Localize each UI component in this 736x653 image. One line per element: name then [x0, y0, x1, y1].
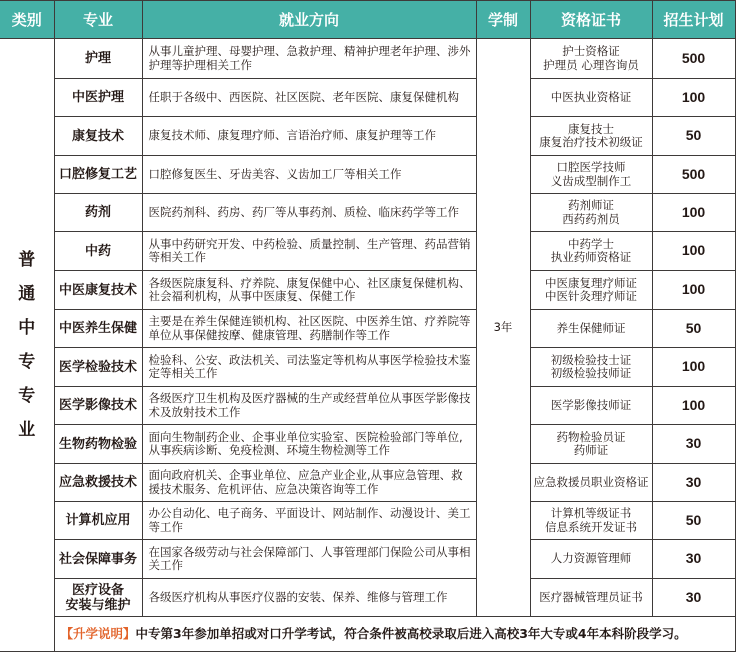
- quota-cell: 100: [652, 348, 735, 387]
- major-cell: 医学影像技术: [54, 387, 142, 425]
- certificate-line: 医疗器械管理员证书: [539, 589, 643, 604]
- certificate-line: 西药药剂员: [562, 211, 620, 226]
- header-row: [0, 1, 735, 39]
- header-certificate: 资格证书: [530, 1, 652, 39]
- header-major: 专业: [54, 1, 142, 39]
- major-cell: 应急救援技术: [54, 464, 142, 502]
- table-row: [0, 271, 735, 310]
- major-cell: 中药: [54, 232, 142, 271]
- table-row: [0, 232, 735, 271]
- table-row: [0, 425, 735, 464]
- quota-cell: 100: [652, 194, 735, 232]
- quota-cell: 50: [652, 117, 735, 156]
- employment-cell: 各级医院康复科、疗养院、康复保健中心、社区康复保健机构、社会福利机构，从事中医康复、保健工作: [142, 271, 476, 310]
- employment-cell: 各级医疗卫生机构及医疗器械的生产或经营单位从事医学影像技术及放射技术工作: [142, 387, 476, 425]
- certificate-line: 护理员 心理咨询员: [543, 57, 639, 72]
- certificate-cell: [530, 425, 652, 464]
- certificate-line: 药师证: [573, 443, 609, 457]
- category-char: 专: [18, 386, 36, 406]
- certificate-line: 中药学士: [568, 236, 614, 251]
- certificate-line: 中医针灸理疗师证: [545, 289, 637, 303]
- table-row: [0, 579, 735, 617]
- table-row: [0, 156, 735, 194]
- certificate-line: 康复技士: [568, 121, 614, 136]
- header-category: 类别: [0, 1, 54, 39]
- category-char: 通: [18, 284, 36, 304]
- quota-cell: 100: [652, 232, 735, 271]
- employment-cell: 任职于各级中、西医院、社区医院、老年医院、康复保健机构: [142, 79, 476, 117]
- quota-cell: 500: [652, 156, 735, 194]
- table-row: [0, 348, 735, 387]
- further-study-note: [54, 617, 735, 652]
- certificate-line: 口腔医学技师: [556, 160, 626, 174]
- header-employment: 就业方向: [142, 1, 476, 39]
- major-cell: [54, 579, 142, 617]
- category-char: 专: [18, 352, 36, 372]
- certificate-cell: [530, 387, 652, 425]
- certificate-line: 养生保健师证: [556, 320, 626, 335]
- major-cell: 中医康复技术: [54, 271, 142, 310]
- certificate-cell: [530, 579, 652, 617]
- quota-cell: 30: [652, 425, 735, 464]
- employment-cell: 检验科、公安、政法机关、司法鉴定等机构从事医学检验技术鉴定等相关工作: [142, 348, 476, 387]
- certificate-cell: [530, 271, 652, 310]
- table-row: [0, 79, 735, 117]
- table-row: [0, 502, 735, 540]
- certificate-line: 康复治疗技术初级证: [539, 135, 643, 149]
- table-row: [0, 540, 735, 579]
- quota-cell: 100: [652, 271, 735, 310]
- certificate-cell: [530, 79, 652, 117]
- major-line: 安装与维护: [65, 597, 131, 613]
- table-row: [0, 39, 735, 79]
- major-cell: 口腔修复工艺: [54, 156, 142, 194]
- major-cell: 康复技术: [54, 117, 142, 156]
- employment-cell: 在国家各级劳动与社会保障部门、人事管理部门保险公司从事相关工作: [142, 540, 476, 579]
- quota-cell: 50: [652, 310, 735, 348]
- certificate-line: 护士资格证: [562, 44, 620, 58]
- duration-cell: 3年: [476, 39, 530, 617]
- certificate-cell: [530, 232, 652, 271]
- quota-cell: 500: [652, 39, 735, 79]
- certificate-line: 信息系统开发证书: [545, 519, 637, 534]
- header-duration: 学制: [476, 1, 530, 39]
- employment-cell: 口腔修复医生、牙齿美容、义齿加工厂等相关工作: [142, 156, 476, 194]
- table-row: [0, 387, 735, 425]
- employment-cell: 从事中药研究开发、中药检验、质量控制、生产管理、药品营销等相关工作: [142, 232, 476, 271]
- employment-cell: 各级医疗机构从事医疗仪器的安装、保养、维修与管理工作: [142, 579, 476, 617]
- quota-cell: 30: [652, 579, 735, 617]
- quota-cell: 30: [652, 464, 735, 502]
- employment-cell: 办公自动化、电子商务、平面设计、网站制作、动漫设计、美工等工作: [142, 502, 476, 540]
- major-cell: 中医养生保健: [54, 310, 142, 348]
- category-char: 中: [18, 318, 36, 338]
- certificate-cell: [530, 540, 652, 579]
- certificate-line: 中医康复理疗师证: [545, 275, 637, 290]
- header-quota: 招生计划: [652, 1, 735, 39]
- major-line: 医疗设备: [71, 582, 124, 598]
- certificate-cell: [530, 39, 652, 79]
- note-tag: 【升学说明】: [60, 626, 136, 642]
- quota-cell: 100: [652, 79, 735, 117]
- certificate-cell: [530, 156, 652, 194]
- table-row: [0, 464, 735, 502]
- certificate-line: 药物检验员证: [556, 429, 626, 444]
- certificate-line: 执业药师资格证: [550, 250, 632, 264]
- quota-cell: 30: [652, 540, 735, 579]
- employment-cell: 从事儿童护理、母婴护理、急救护理、精神护理老年护理、涉外护理等护理相关工作: [142, 39, 476, 79]
- employment-cell: 康复技术师、康复理疗师、言语治疗师、康复护理等工作: [142, 117, 476, 156]
- category-char: 普: [18, 250, 36, 270]
- certificate-line: 初级检验技士证: [550, 352, 632, 367]
- employment-cell: 医院药剂科、药房、药厂等从事药剂、质检、临床药学等工作: [142, 194, 476, 232]
- certificate-cell: [530, 194, 652, 232]
- major-cell: 计算机应用: [54, 502, 142, 540]
- certificate-line: 药剂师证: [568, 198, 614, 212]
- major-cell: 医学检验技术: [54, 348, 142, 387]
- certificate-line: 应急救援员职业资格证: [533, 474, 649, 489]
- employment-cell: 面向政府机关、企事业单位、应急产业企业,从事应急管理、救援技术服务、危机评估、应急决策咨询等工作: [142, 464, 476, 502]
- category-cell: [0, 39, 54, 652]
- certificate-cell: [530, 464, 652, 502]
- note-row: [0, 617, 735, 652]
- major-cell: 药剂: [54, 194, 142, 232]
- table-row: [0, 117, 735, 156]
- major-cell: 中医护理: [54, 79, 142, 117]
- certificate-cell: [530, 502, 652, 540]
- certificate-cell: [530, 310, 652, 348]
- category-char: 业: [18, 420, 36, 440]
- note-text: 中专第3年参加单招或对口升学考试，符合条件被高校录取后进入高校3年大专或4年本科阶段学习。: [135, 626, 687, 642]
- certificate-line: 人力资源管理师: [550, 551, 632, 566]
- employment-cell: 主要是在养生保健连锁机构、社区医院、中医养生馆、疗养院等单位从事保健按摩、健康管理、药膳制作等工作: [142, 310, 476, 348]
- certificate-line: 义齿成型制作工: [550, 173, 632, 188]
- quota-cell: 50: [652, 502, 735, 540]
- certificate-cell: [530, 348, 652, 387]
- certificate-line: 初级检验技师证: [550, 366, 632, 380]
- major-cell: 社会保障事务: [54, 540, 142, 579]
- certificate-cell: [530, 117, 652, 156]
- major-cell: 护理: [54, 39, 142, 79]
- quota-cell: 100: [652, 387, 735, 425]
- major-cell: 生物药物检验: [54, 425, 142, 464]
- certificate-line: 计算机等级证书: [550, 506, 632, 520]
- certificate-line: 医学影像技师证: [550, 397, 632, 412]
- table-row: [0, 310, 735, 348]
- table-row: [0, 194, 735, 232]
- certificate-line: 中医执业资格证: [550, 89, 632, 104]
- employment-cell: 面向生物制药企业、企事业单位实验室、医院检验部门等单位,从事疾病诊断、免疫检测、环境生物检测等工作: [142, 425, 476, 464]
